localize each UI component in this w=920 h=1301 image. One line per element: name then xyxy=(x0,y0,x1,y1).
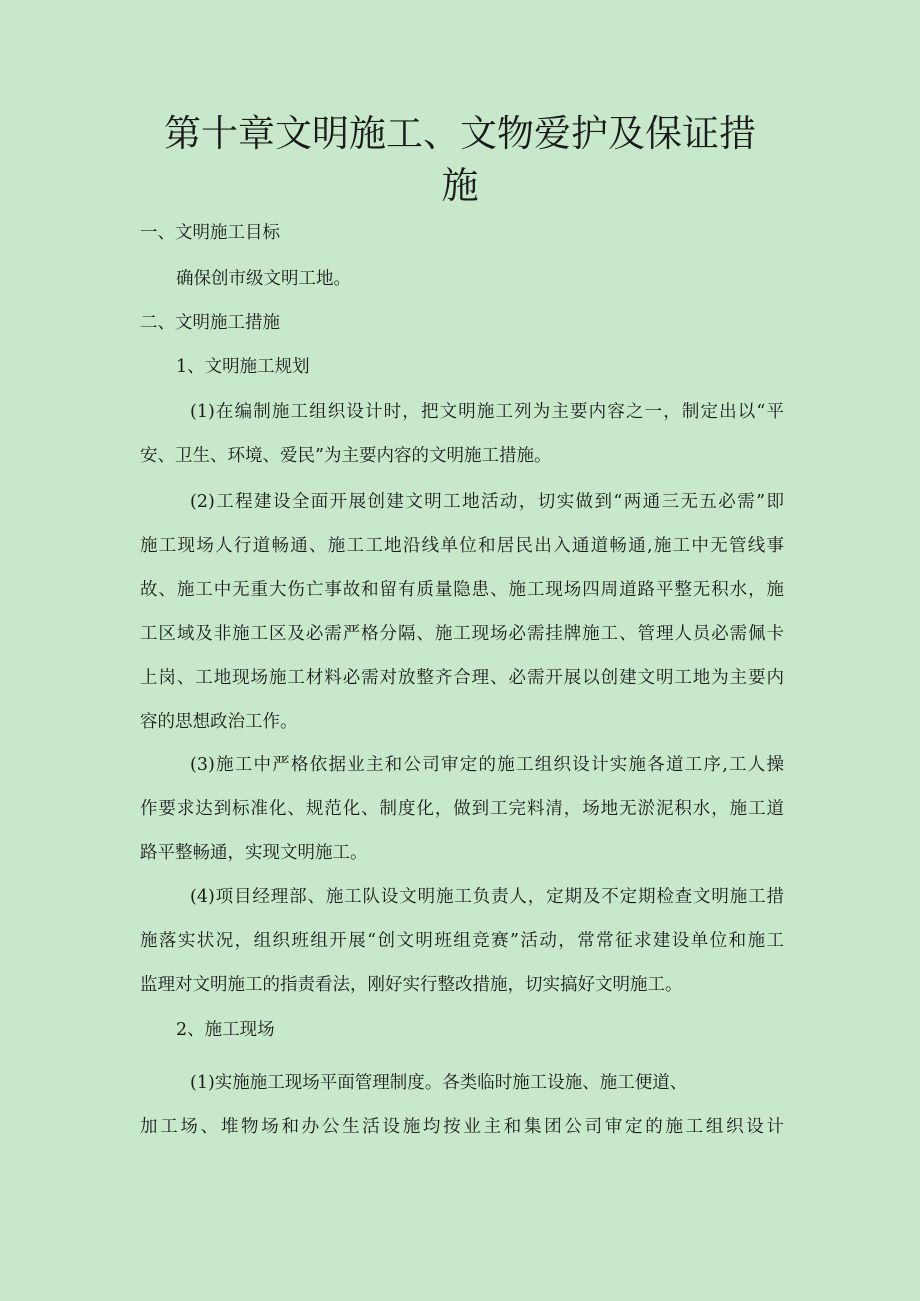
subsection-2-heading: 2、施工现场 xyxy=(176,1020,275,1040)
paragraph-1-line-2: 安、卫生、环境、爱民”为主要内容的文明施工措施。 xyxy=(140,446,552,466)
paragraph-4-line-3: 监理对文明施工的指责看法，刚好实行整改措施，切实搞好文明施工。 xyxy=(140,975,683,995)
paragraph-2-line-4: 工区域及非施工区及必需严格分隔、施工现场必需挂牌施工、管理人员必需佩卡 xyxy=(140,624,784,644)
paragraph-2-line-2: 施工现场人行道畅通、施工工地沿线单位和居民出入通道畅通,施工中无管线事 xyxy=(140,536,784,556)
section-1-text: 确保创市级文明工地。 xyxy=(176,269,351,289)
paragraph-1-line-1: (1)在编制施工组织设计时，把文明施工列为主要内容之一，制定出以“平 xyxy=(190,402,784,422)
paragraph-5-line-1: (1)实施施工现场平面管理制度。各类临时施工设施、施工便道、 xyxy=(190,1073,688,1093)
paragraph-3-line-1: (3)施工中严格依据业主和公司审定的施工组织设计实施各道工序,工人操 xyxy=(190,755,784,775)
paragraph-2-line-6: 容的思想政治工作。 xyxy=(140,712,298,732)
title-line-2: 施 xyxy=(441,164,479,207)
paragraph-4-line-2: 施落实状况，组织班组开展“创文明班组竞赛”活动，常常征求建设单位和施工 xyxy=(140,931,784,951)
paragraph-4-line-1: (4)项目经理部、施工队设文明施工负责人，定期及不定期检查文明施工措 xyxy=(190,887,784,907)
paragraph-5-line-2: 加工场、堆物场和办公生活设施均按业主和集团公司审定的施工组织设计 xyxy=(140,1117,784,1137)
paragraph-2-line-3: 故、施工中无重大伤亡事故和留有质量隐患、施工现场四周道路平整无积水，施 xyxy=(140,580,784,600)
section-1-heading: 一、文明施工目标 xyxy=(140,223,280,243)
paragraph-2-line-5: 上岗、工地现场施工材料必需对放整齐合理、必需开展以创建文明工地为主要内 xyxy=(140,668,784,688)
paragraph-2-line-1: (2)工程建设全面开展创建文明工地活动，切实做到“两通三无五必需”即 xyxy=(190,492,784,512)
section-2-heading: 二、文明施工措施 xyxy=(140,313,280,333)
page-title xyxy=(140,108,780,212)
paragraph-3-line-3: 路平整畅通，实现文明施工。 xyxy=(140,843,368,863)
paragraph-3-line-2: 作要求达到标准化、规范化、制度化，做到工完料清，场地无淤泥积水，施工道 xyxy=(140,799,784,819)
subsection-1-heading: 1、文明施工规划 xyxy=(176,357,310,377)
title-line-1: 第十章文明施工、文物爱护及保证措 xyxy=(164,112,756,155)
